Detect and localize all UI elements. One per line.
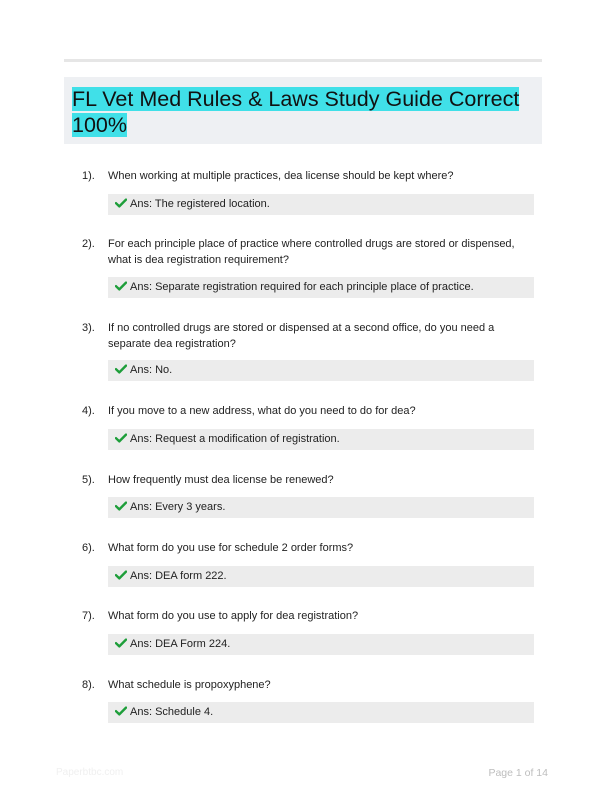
question-number: 4). bbox=[82, 405, 95, 417]
answer-text: Ans: The registered location. bbox=[130, 198, 270, 210]
check-icon bbox=[115, 570, 127, 580]
answer-box bbox=[108, 566, 534, 587]
answer-text: Ans: Every 3 years. bbox=[130, 501, 226, 513]
check-icon bbox=[115, 433, 127, 443]
answer-text: Ans: DEA form 222. bbox=[130, 570, 227, 582]
answer-box bbox=[108, 429, 534, 450]
answer-box bbox=[108, 702, 534, 723]
answer-text: Ans: DEA Form 224. bbox=[130, 638, 231, 650]
question-text: For each principle place of practice where controlled drugs are stored or dispensed, what is dea registration requirement? bbox=[108, 238, 515, 266]
question-number: 3). bbox=[82, 322, 95, 334]
document-title: FL Vet Med Rules & Laws Study Guide Correct 100% bbox=[72, 87, 520, 137]
page-number: Page 1 of 14 bbox=[488, 767, 548, 779]
question-text: When working at multiple practices, dea license should be kept where? bbox=[108, 170, 454, 182]
check-icon bbox=[115, 198, 127, 208]
check-icon bbox=[115, 281, 127, 291]
question-number: 7). bbox=[82, 610, 95, 622]
answer-text: Ans: No. bbox=[130, 364, 173, 376]
question-number: 2). bbox=[82, 238, 95, 250]
check-icon bbox=[115, 364, 127, 374]
question-text: What schedule is propoxyphene? bbox=[108, 679, 271, 691]
question-number: 1). bbox=[82, 170, 95, 182]
question-number: 5). bbox=[82, 474, 95, 486]
check-icon bbox=[115, 638, 127, 648]
answer-text: Ans: Schedule 4. bbox=[130, 706, 214, 718]
question-text: What form do you use to apply for dea registration? bbox=[108, 610, 359, 622]
check-icon bbox=[115, 501, 127, 511]
question-number: 8). bbox=[82, 679, 95, 691]
answer-text: Ans: Request a modification of registration. bbox=[130, 433, 340, 445]
question-text: If no controlled drugs are stored or dispensed at a second office, do you need a separate dea registration? bbox=[108, 322, 495, 350]
answer-box bbox=[108, 277, 534, 298]
answer-text: Ans: Separate registration required for each principle place of practice. bbox=[130, 281, 474, 293]
answer-box bbox=[108, 194, 534, 215]
answer-box bbox=[108, 360, 534, 381]
top-divider bbox=[64, 59, 542, 62]
question-number: 6). bbox=[82, 542, 95, 554]
footer-watermark: Paperbtbc.com bbox=[56, 767, 124, 778]
question-text: What form do you use for schedule 2 order forms? bbox=[108, 542, 354, 554]
check-icon bbox=[115, 706, 127, 716]
question-text: How frequently must dea license be renewed? bbox=[108, 474, 334, 486]
answer-box bbox=[108, 634, 534, 655]
answer-box bbox=[108, 497, 534, 518]
question-text: If you move to a new address, what do you need to do for dea? bbox=[108, 405, 416, 417]
title-block bbox=[64, 77, 542, 144]
